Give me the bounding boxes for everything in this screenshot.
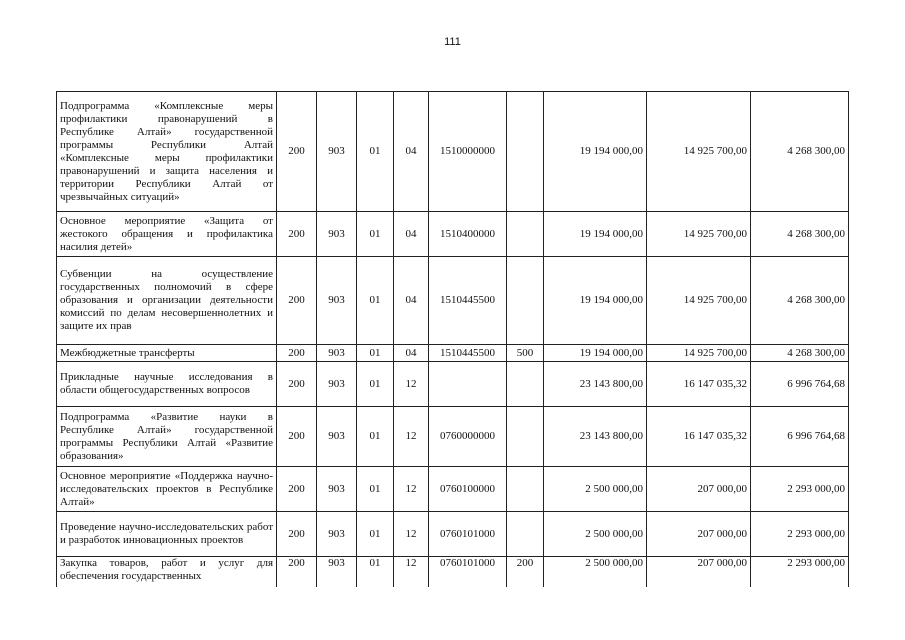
code-cell: 903 [317,512,357,557]
code-cell: 0760101000 [429,512,507,557]
code-cell: 01 [357,362,394,407]
code-cell: 01 [357,512,394,557]
code-cell: 01 [357,557,394,587]
code-cell: 1510445500 [429,345,507,362]
code-cell: 903 [317,557,357,587]
amount-cell: 4 268 300,00 [751,345,849,362]
code-cell [507,512,544,557]
code-cell: 01 [357,467,394,512]
amount-cell: 19 194 000,00 [544,257,647,345]
code-cell [429,362,507,407]
amount-cell: 2 500 000,00 [544,467,647,512]
code-cell: 1510000000 [429,92,507,212]
code-cell: 1510400000 [429,212,507,257]
amount-cell: 16 147 035,32 [647,407,751,467]
code-cell: 0760101000 [429,557,507,587]
code-cell: 500 [507,345,544,362]
code-cell: 200 [277,345,317,362]
code-cell: 200 [277,92,317,212]
code-cell: 01 [357,257,394,345]
amount-cell: 207 000,00 [647,467,751,512]
code-cell: 01 [357,92,394,212]
amount-cell: 14 925 700,00 [647,212,751,257]
amount-cell: 2 500 000,00 [544,557,647,587]
amount-cell: 19 194 000,00 [544,92,647,212]
code-cell: 903 [317,92,357,212]
code-cell: 903 [317,407,357,467]
amount-cell: 14 925 700,00 [647,257,751,345]
code-cell: 01 [357,345,394,362]
table-row [57,407,849,467]
code-cell: 04 [394,92,429,212]
row-name: Подпрограмма «Развитие науки в Республике Алтай» государственной программы Республики Алтай «Развитие образования» [57,407,277,467]
amount-cell: 2 293 000,00 [751,512,849,557]
code-cell: 200 [277,467,317,512]
amount-cell: 23 143 800,00 [544,407,647,467]
code-cell: 200 [507,557,544,587]
row-name: Подпрограмма «Комплексные меры профилактики правонарушений в Республике Алтай» государственной программы Республики Алтай «Комплексные меры профилактики правонарушений и защита населения и территории Республики Алтай от чрезвычайных ситуаций» [57,92,277,212]
code-cell: 04 [394,345,429,362]
code-cell: 01 [357,407,394,467]
amount-cell: 4 268 300,00 [751,212,849,257]
amount-cell: 2 500 000,00 [544,512,647,557]
table-row [57,257,849,345]
amount-cell: 14 925 700,00 [647,92,751,212]
code-cell: 903 [317,467,357,512]
page-number: 111 [444,36,461,48]
amount-cell: 2 293 000,00 [751,467,849,512]
row-name: Основное мероприятие «Защита от жестокого обращения и профилактика насилия детей» [57,212,277,257]
row-name: Основное мероприятие «Поддержка научно-исследовательских проектов в Республике Алтай» [57,467,277,512]
code-cell [507,362,544,407]
table-row [57,557,849,587]
code-cell: 903 [317,257,357,345]
code-cell [507,92,544,212]
amount-cell: 23 143 800,00 [544,362,647,407]
code-cell: 200 [277,362,317,407]
code-cell [507,257,544,345]
row-name: Проведение научно-исследовательских работ и разработок инновационных проектов [57,512,277,557]
code-cell: 903 [317,362,357,407]
amount-cell: 6 996 764,68 [751,407,849,467]
amount-cell: 4 268 300,00 [751,92,849,212]
code-cell [507,467,544,512]
row-name: Закупка товаров, работ и услуг для обеспечения государственных [57,557,277,587]
row-name: Прикладные научные исследования в области общегосударственных вопросов [57,362,277,407]
amount-cell: 207 000,00 [647,557,751,587]
amount-cell: 207 000,00 [647,512,751,557]
code-cell: 12 [394,512,429,557]
code-cell: 903 [317,345,357,362]
code-cell: 12 [394,407,429,467]
amount-cell: 19 194 000,00 [544,345,647,362]
code-cell: 200 [277,212,317,257]
table-row [57,92,849,212]
code-cell: 04 [394,257,429,345]
amount-cell: 4 268 300,00 [751,257,849,345]
table-row [57,467,849,512]
amount-cell: 14 925 700,00 [647,345,751,362]
amount-cell: 16 147 035,32 [647,362,751,407]
code-cell: 12 [394,362,429,407]
code-cell: 12 [394,467,429,512]
table-row [57,512,849,557]
table-row [57,345,849,362]
amount-cell: 6 996 764,68 [751,362,849,407]
table-row [57,212,849,257]
code-cell: 04 [394,212,429,257]
code-cell: 0760100000 [429,467,507,512]
code-cell [507,407,544,467]
budget-table [56,91,849,587]
code-cell: 01 [357,212,394,257]
code-cell: 200 [277,512,317,557]
code-cell: 200 [277,407,317,467]
code-cell [507,212,544,257]
row-name: Субвенции на осуществление государственных полномочий в сфере образования и организации деятельности комиссий по делам несовершеннолетних и защите их прав [57,257,277,345]
code-cell: 200 [277,257,317,345]
code-cell: 903 [317,212,357,257]
table-row [57,362,849,407]
amount-cell: 2 293 000,00 [751,557,849,587]
amount-cell: 19 194 000,00 [544,212,647,257]
row-name: Межбюджетные трансферты [57,345,277,362]
code-cell: 0760000000 [429,407,507,467]
code-cell: 1510445500 [429,257,507,345]
code-cell: 200 [277,557,317,587]
code-cell: 12 [394,557,429,587]
